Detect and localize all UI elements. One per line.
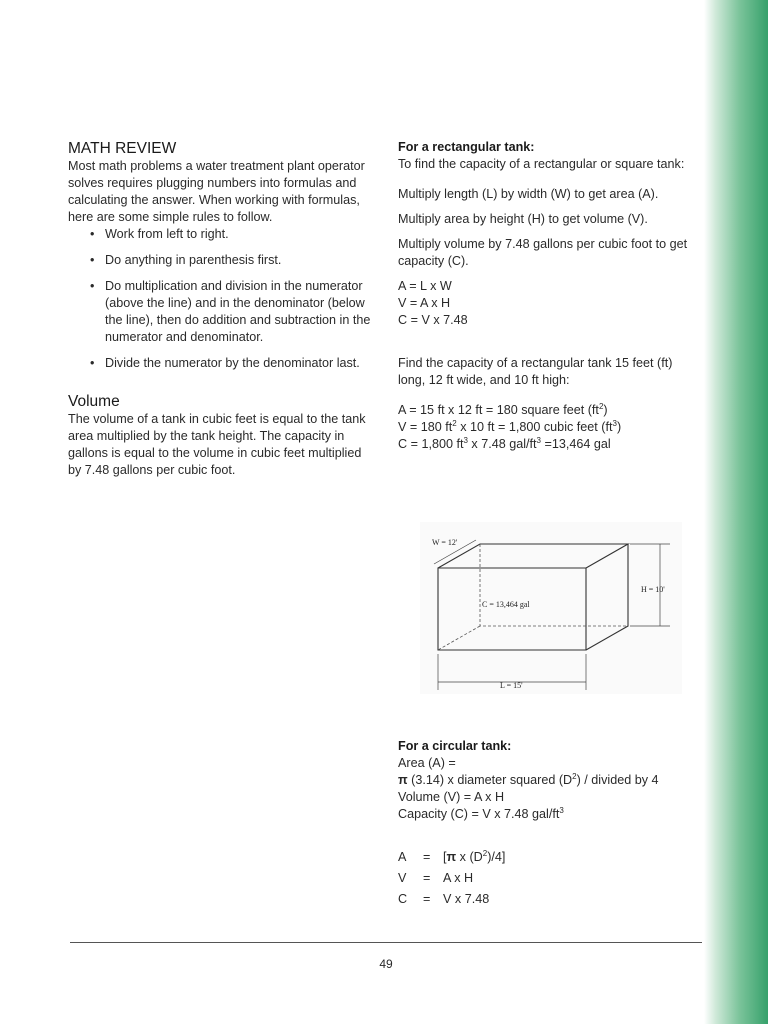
green-side-bar <box>704 0 768 1024</box>
rect-calc-area: A = 15 ft x 12 ft = 180 square feet $(ft^2)$ <box>398 401 608 417</box>
rect-formula-area: A = L x W <box>398 279 452 293</box>
volume-heading: Volume <box>68 393 120 410</box>
rect-step-1: Multiply length (L) by width (W) to get area (A). <box>398 187 659 201</box>
circ-capacity-line: Capacity (C) = V x 7.48 gal/$ft^3$ <box>398 805 564 821</box>
length-label: L = 15' <box>500 681 523 690</box>
circ-formulas: A = [π x $(D^2)/4$] V = A x H C = V x 7.48 <box>398 848 506 906</box>
rect-calc-volume: V = 180 $ft^2$ x 10 ft = 1,800 cubic feet $(ft^3)$ <box>398 418 622 434</box>
rect-formula-volume: V = A x H <box>398 296 451 310</box>
diagram-background <box>420 522 682 694</box>
math-review-heading: MATH REVIEW <box>68 140 177 157</box>
left-column <box>68 139 373 479</box>
rect-tank-intro: To find the capacity of a rectangular or square tank: <box>398 157 685 171</box>
rect-example: Find the capacity of a rectangular tank 15 feet (ft) long, 12 ft wide, and 10 ft high: <box>398 356 673 387</box>
height-label: H = 10' <box>641 585 665 594</box>
math-review-intro: Most math problems a water treatment plant operator solves requires plugging numbers into formulas and calculating the answer. When working with formulas, here are some simple rules to follow. <box>68 159 365 224</box>
width-label: W = 12' <box>432 538 458 547</box>
right-column <box>398 139 698 453</box>
list-item: • Do anything in parenthesis first. <box>90 253 282 267</box>
rect-formula-capacity: C = V x 7.48 <box>398 313 468 327</box>
rect-calc-capacity: C = 1,800 $ft^3$ x 7.48 gal/$ft^3 =13,464$ gal <box>398 435 611 451</box>
rect-step-2: Multiply area by height (H) to get volume (V). <box>398 212 648 226</box>
rect-step-3: Multiply volume by 7.48 gallons per cubic foot to get capacity (C). <box>398 237 688 268</box>
circ-area-formula: π (3.14) x diameter squared $(D^2)$ / divided by 4 <box>398 771 659 787</box>
footer-rule <box>70 942 702 943</box>
circ-volume-line: Volume (V) = A x H <box>398 790 505 804</box>
volume-text: The volume of a tank in cubic feet is equal to the tank area multiplied by the tank height. The capacity in gallons is equal to the volume in cubic feet multiplied by 7.48 gallons per cubic foot. <box>68 412 366 477</box>
circ-area-label: Area (A) = <box>398 756 456 770</box>
capacity-label: C = 13,464 gal <box>482 600 530 609</box>
list-item: • Do multiplication and division in the numerator (above the line) and in the denominator (below the line), then do addition and subtraction in the numerator and denominator. <box>90 279 371 344</box>
list-item: • Work from left to right. <box>90 227 229 241</box>
rect-tank-heading: For a rectangular tank: <box>398 140 535 154</box>
rectangular-tank-diagram <box>420 522 682 694</box>
page-number: 49 <box>379 957 393 971</box>
rules-list <box>68 226 373 372</box>
list-item: • Divide the numerator by the denominator last. <box>90 356 360 370</box>
circ-tank-heading: For a circular tank: <box>398 739 512 753</box>
circular-tank-section <box>398 738 698 908</box>
